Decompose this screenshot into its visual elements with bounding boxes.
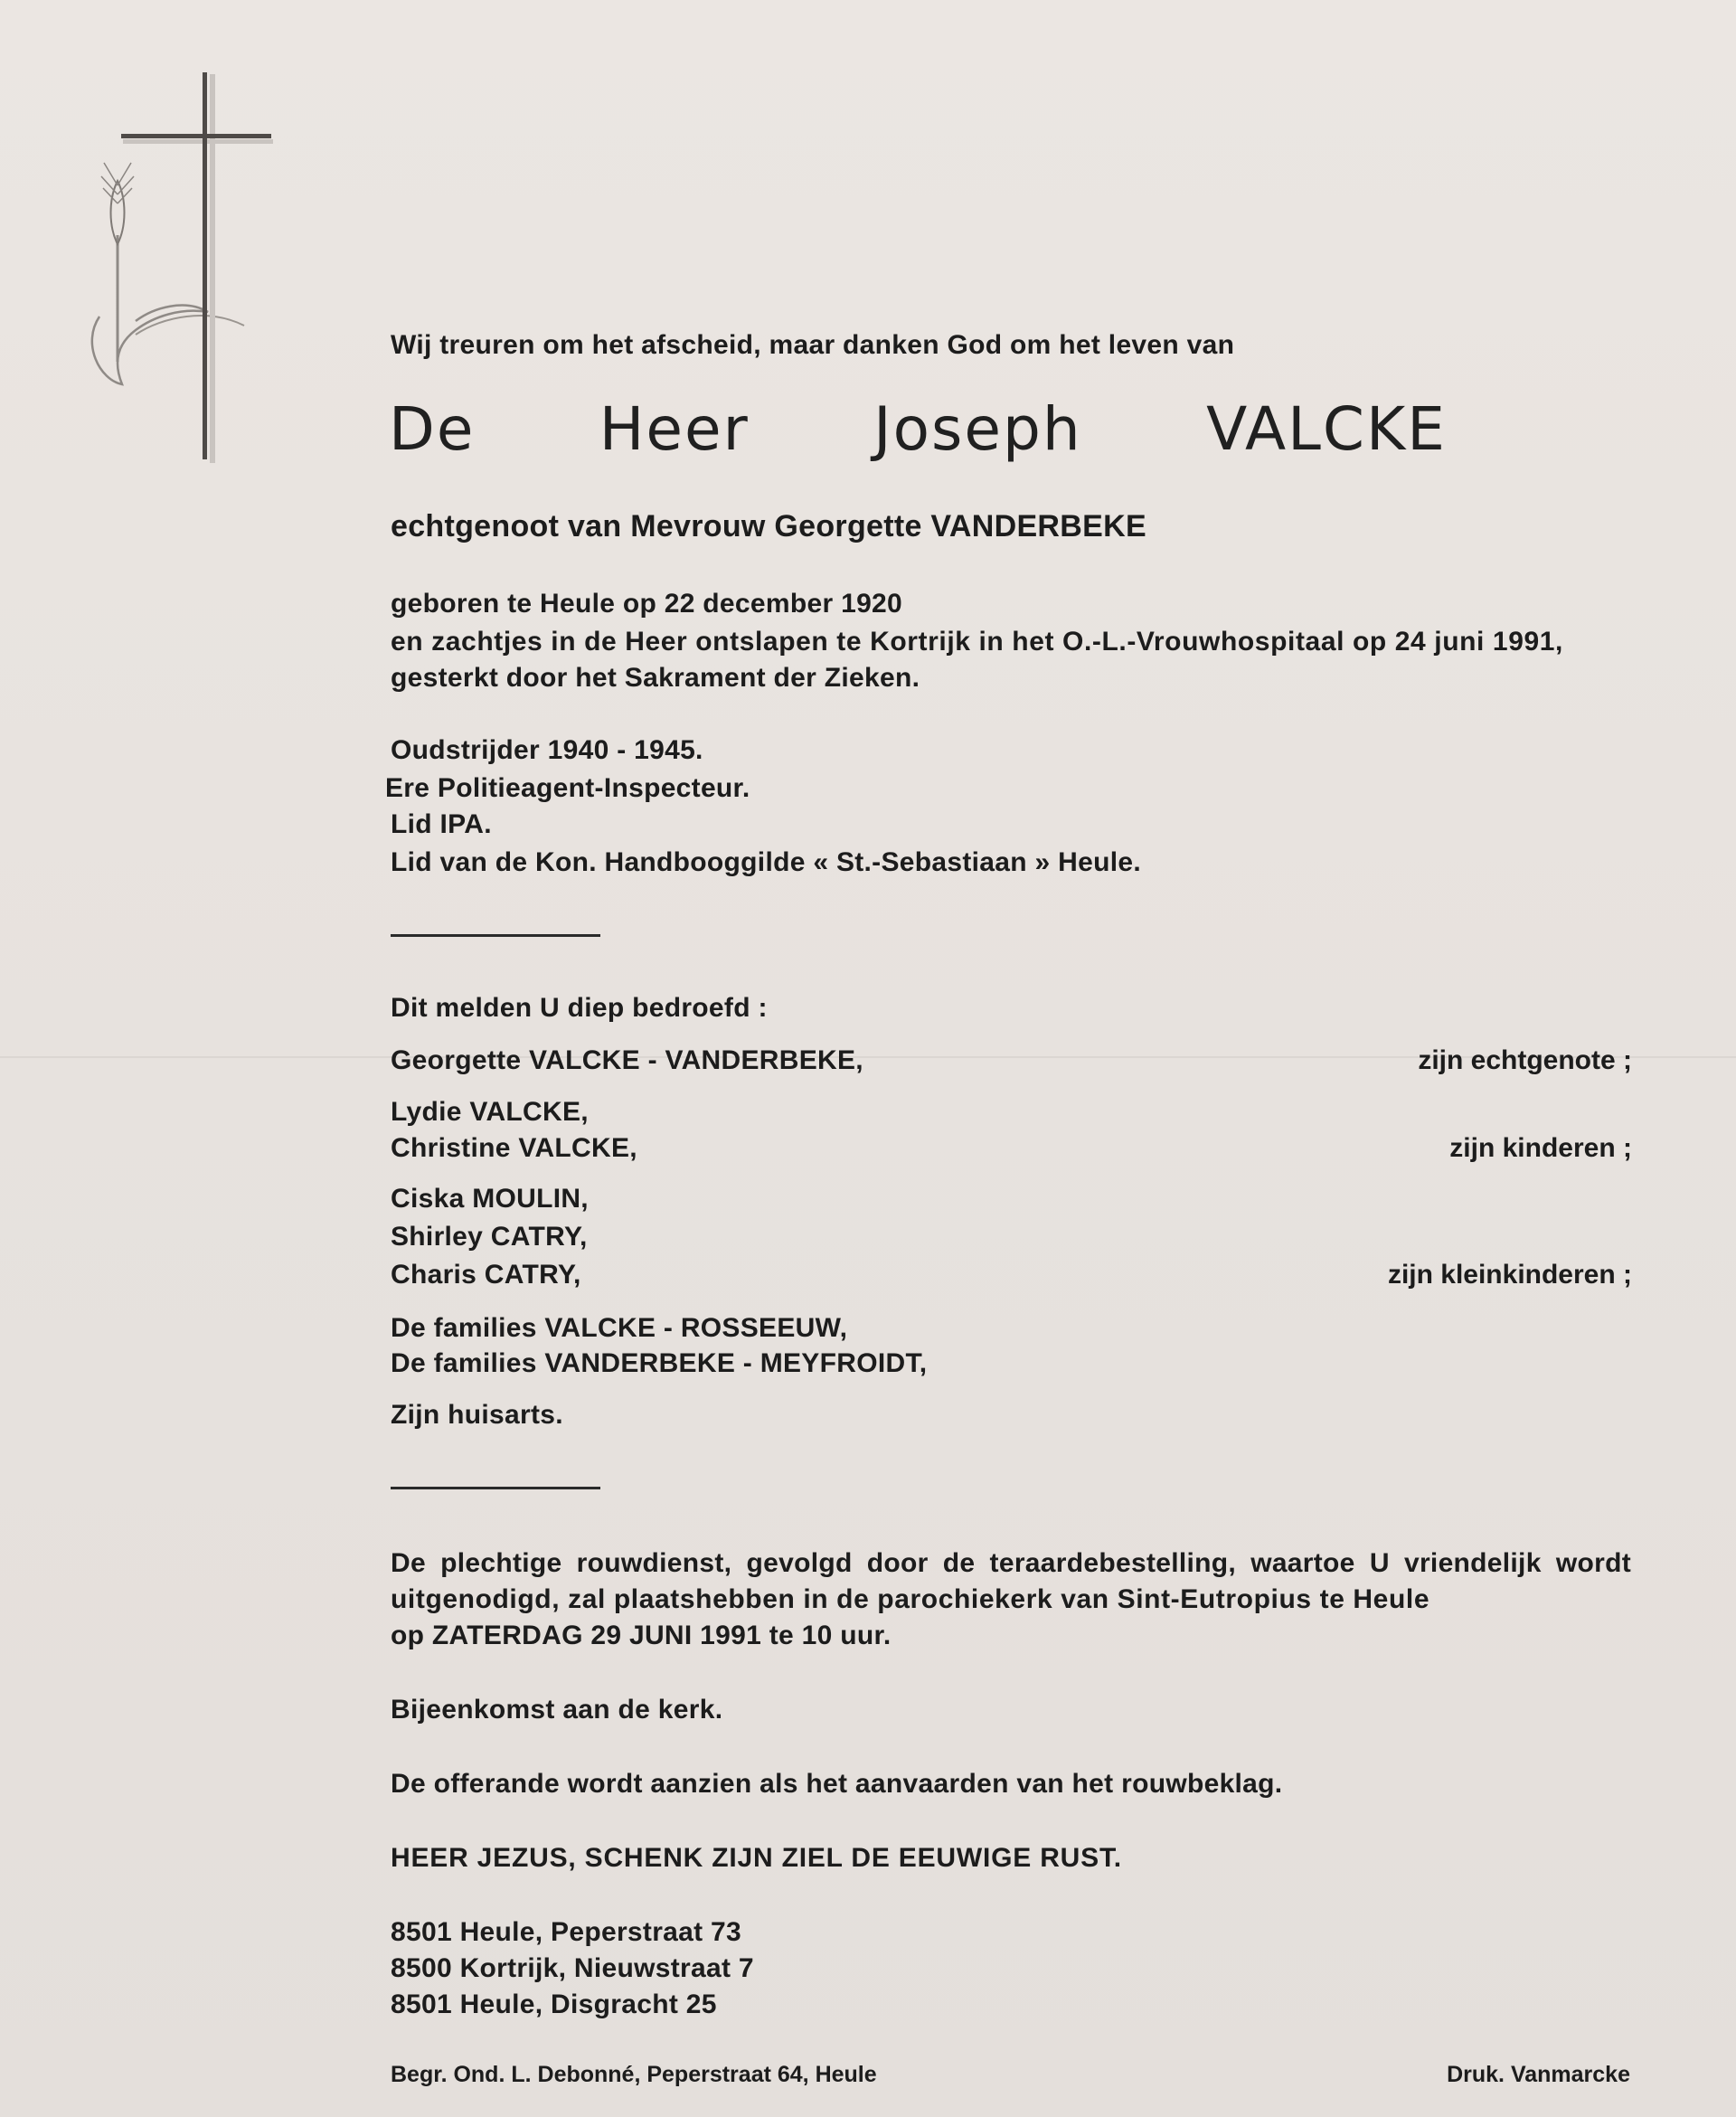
- address-line: 8501 Heule, Peperstraat 73: [391, 1917, 742, 1947]
- birth-line-3: gesterkt door het Sakrament der Zieken.: [391, 663, 920, 693]
- mourner-children-role: zijn kinderen ;: [1449, 1133, 1632, 1163]
- birth-line-2: en zachtjes in de Heer ontslapen te Kortrijk in het O.-L.-Vrouwhospitaal op 24 juni 1991,: [391, 627, 1563, 657]
- mourner-grandchildren-role: zijn kleinkinderen ;: [1387, 1260, 1632, 1290]
- birth-line-1: geboren te Heule op 22 december 1920: [391, 589, 903, 619]
- divider-2: [391, 1487, 600, 1489]
- service-line-2: uitgenodigd, zal plaatshebben in de parochiekerk van Sint-Eutropius te Heule: [391, 1584, 1430, 1614]
- intro-text: Wij treuren om het afscheid, maar danken God om het leven van: [391, 330, 1235, 360]
- mourner-grandchild: Charis CATRY,: [391, 1260, 581, 1290]
- footer-printer: Druk. Vanmarcke: [1447, 2062, 1630, 2087]
- mourner-doctor: Zijn huisarts.: [391, 1400, 563, 1430]
- address-line: 8500 Kortrijk, Nieuwstraat 7: [391, 1953, 754, 1983]
- footer-undertaker: Begr. Ond. L. Debonné, Peperstraat 64, Heule: [391, 2062, 877, 2087]
- mourner-grandchild: Shirley CATRY,: [391, 1222, 588, 1252]
- title-word-heer: Heer: [599, 394, 750, 464]
- mourner-family: De families VANDERBEKE - MEYFROIDT,: [391, 1348, 928, 1378]
- spouse-line: echtgenoot van Mevrouw Georgette VANDERBEKE: [391, 509, 1146, 543]
- honor-veteran: Oudstrijder 1940 - 1945.: [391, 735, 703, 765]
- title-word-surname: VALCKE: [1206, 394, 1447, 464]
- offering-note: De offerande wordt aanzien als het aanvaarden van het rouwbeklag.: [391, 1769, 1283, 1799]
- service-date-line: [391, 1618, 891, 1654]
- mourner-child: Lydie VALCKE,: [391, 1097, 589, 1127]
- deceased-name: [389, 393, 1447, 466]
- mourner-grandchild: Ciska MOULIN,: [391, 1184, 589, 1214]
- service-date: ZATERDAG 29 JUNI 1991 te 10 uur.: [431, 1621, 892, 1650]
- gathering-note: Bijeenkomst aan de kerk.: [391, 1695, 723, 1725]
- address-line: 8501 Heule, Disgracht 25: [391, 1989, 717, 2019]
- service-date-prefix: op: [391, 1621, 425, 1650]
- mourner-family: De families VALCKE - ROSSEEUW,: [391, 1313, 848, 1343]
- honor-police: Ere Politieagent-Inspecteur.: [385, 773, 750, 803]
- title-word-joseph: Joseph: [873, 394, 1082, 464]
- divider-1: [391, 934, 600, 937]
- announce-intro: Dit melden U diep bedroefd :: [391, 993, 768, 1023]
- mourner-spouse-role: zijn echtgenote ;: [1418, 1045, 1632, 1075]
- title-word-de: De: [389, 394, 476, 464]
- honor-ipa: Lid IPA.: [391, 809, 492, 839]
- honor-guild: Lid van de Kon. Handbooggilde « St.-Sebastiaan » Heule.: [391, 847, 1141, 877]
- mourner-child: Christine VALCKE,: [391, 1133, 637, 1163]
- cross-wheat-icon: [81, 72, 280, 470]
- service-line-1: De plechtige rouwdienst, gevolgd door de teraardebestelling, waartoe U vriendelijk wordt: [391, 1548, 1631, 1578]
- mourner-spouse: Georgette VALCKE - VANDERBEKE,: [391, 1045, 863, 1075]
- prayer-line: HEER JEZUS, SCHENK ZIJN ZIEL DE EEUWIGE RUST.: [391, 1843, 1122, 1873]
